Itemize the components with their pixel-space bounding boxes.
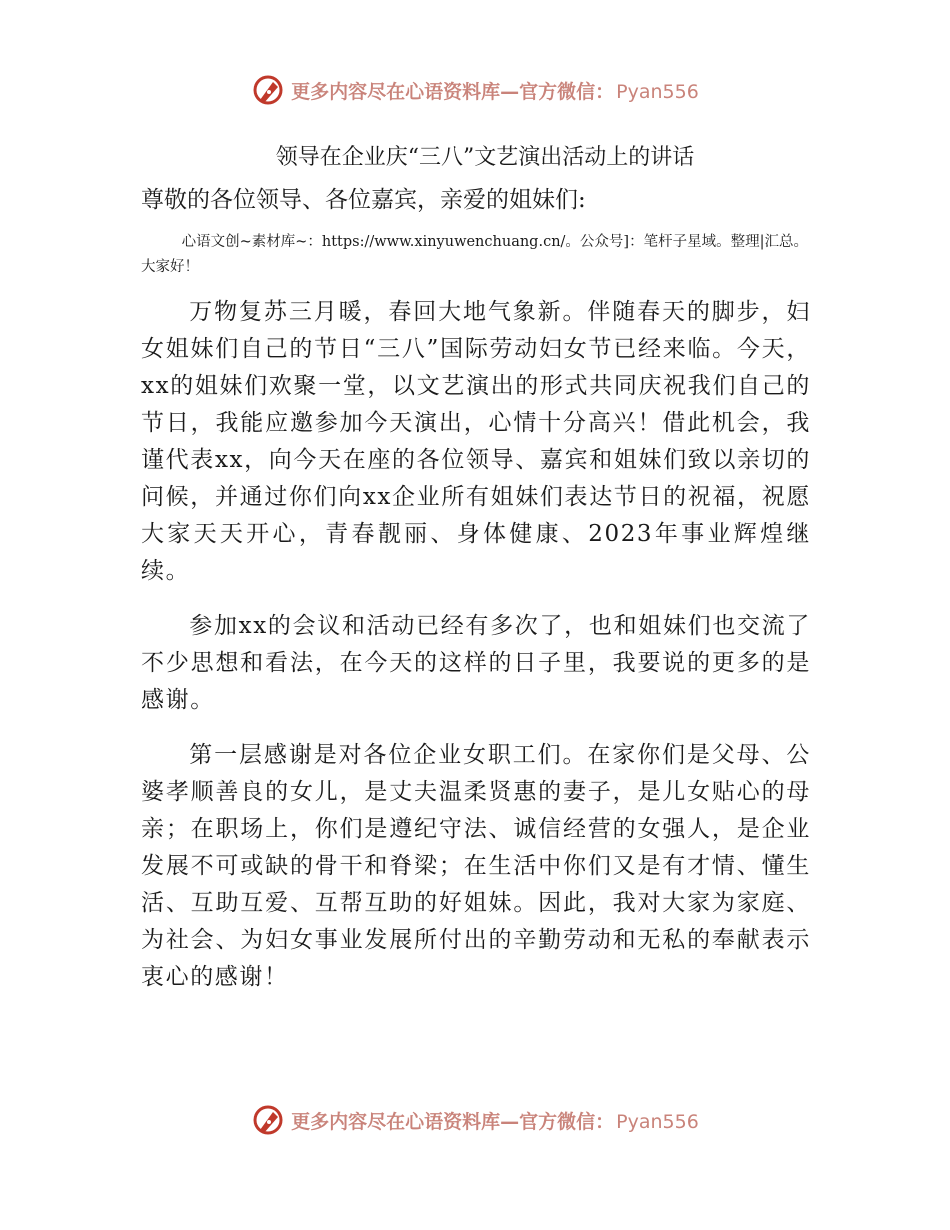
paragraph: 万物复苏三月暖，春回大地气象新。伴随春天的脚步，妇女姐妹们自己的节日“三八”国际劳动妇女节已经来临。今天，xx的姐妹们欢聚一堂，以文艺演出的形式共同庆祝我们自己的节日，我能应邀参加今天演出，心情十分高兴！借此机会，我谨代表xx，向今天在座的各位领导、嘉宾和姐妹们致以亲切的问候，并通过你们向xx企业所有姐妹们表达节日的祝福，祝愿大家天天开心，青春靓丽、身体健康、2023年事业辉煌继续。 [141, 299, 811, 584]
paragraph: 第一层感谢是对各位企业女职工们。在家你们是父母、公婆孝顺善良的女儿，是丈夫温柔贤惠的妻子，是儿女贴心的母亲；在职场上，你们是遵纪守法、诚信经营的女强人，是企业发展不可或缺的骨干和脊梁；在生活中你们又是有才情、懂生活、互助互爱、互帮互助的好姐妹。因此，我对大家为家庭、为社会、为妇女事业发展所付出的辛勤劳动和无私的奉献表示衷心的感谢！ [141, 742, 811, 990]
banner-text: 更多内容尽在心语资料库—官方微信： Pyan556 [291, 80, 699, 103]
banner-wechat-id: Pyan556 [616, 1110, 699, 1133]
banner-text: 更多内容尽在心语资料库—官方微信： Pyan556 [291, 1110, 699, 1133]
footer-banner [0, 1100, 950, 1140]
pen-nib-circle-icon [251, 1103, 285, 1137]
pen-nib-circle-icon [251, 73, 285, 107]
banner-wechat-id: Pyan556 [616, 80, 699, 103]
document-title: 领导在企业庆“三八”文艺演出活动上的讲话 [275, 145, 695, 170]
header-banner [0, 70, 950, 110]
salutation: 尊敬的各位领导、各位嘉宾，亲爱的姐妹们: [141, 187, 586, 213]
document-body [141, 140, 811, 996]
source-note: 心语文创~素材库~：https://www.xinyuwenchuang.cn/。公众号]：笔杆子星域。整理|汇总。大家好！ [141, 234, 808, 275]
paragraph: 参加xx的会议和活动已经有多次了，也和姐妹们也交流了不少思想和看法，在今天的这样的日子里，我要说的更多的是感谢。 [141, 613, 811, 713]
